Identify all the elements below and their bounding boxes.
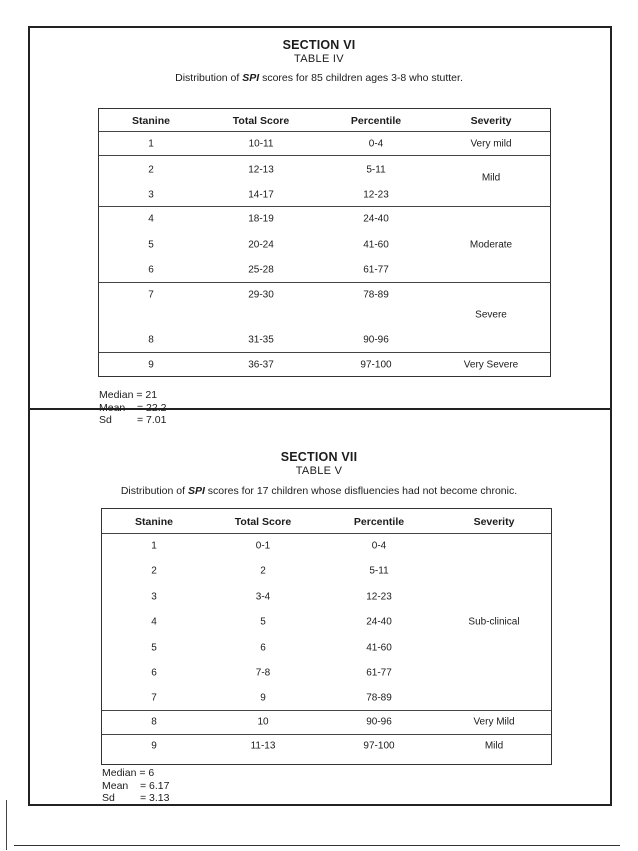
group-rule [99, 155, 550, 156]
median-line: Median = 21 [99, 389, 158, 401]
cell-stanine: 3 [151, 591, 157, 603]
cell-stanine: 2 [151, 565, 157, 577]
severity-label: Mild [481, 172, 501, 184]
cell-percentile: 97-100 [360, 359, 392, 371]
cell-percentile: 78-89 [366, 692, 392, 704]
cell-stanine: 9 [148, 359, 154, 371]
cell-percentile: 12-23 [366, 591, 392, 603]
cell-total-score: 11-13 [250, 740, 276, 752]
cell-percentile: 61-77 [366, 667, 392, 679]
cell-total-score: 36-37 [248, 359, 274, 371]
sd-line: Sd = 3.13 [102, 792, 170, 804]
cell-percentile: 41-60 [363, 239, 389, 251]
header-percentile: Percentile [350, 115, 402, 127]
table-4-title: TABLE IV [294, 53, 344, 65]
cell-stanine: 1 [148, 138, 154, 150]
cell-stanine: 5 [151, 642, 157, 654]
cell-stanine: 1 [151, 540, 157, 552]
cell-stanine: 5 [148, 239, 154, 251]
header-severity: Severity [470, 115, 512, 127]
header-rule [99, 131, 550, 132]
cell-stanine: 2 [148, 164, 154, 176]
cell-stanine: 8 [151, 716, 157, 728]
cell-total-score: 10 [257, 716, 269, 728]
cell-total-score: 0-1 [255, 540, 271, 552]
header-stanine: Stanine [135, 516, 173, 528]
header-stanine: Stanine [132, 115, 170, 127]
header-total-score: Total Score [234, 516, 292, 528]
cell-percentile: 41-60 [366, 642, 392, 654]
cell-total-score: 6 [260, 642, 266, 654]
cell-total-score: 10-11 [248, 138, 274, 150]
cell-stanine: 9 [151, 740, 157, 752]
group-rule [99, 282, 550, 283]
severity-label: Mild [484, 740, 504, 752]
cell-stanine: 6 [151, 667, 157, 679]
cell-percentile: 5-11 [366, 164, 386, 176]
header-percentile: Percentile [353, 516, 405, 528]
table-5-title: TABLE V [295, 465, 343, 477]
cell-total-score: 12-13 [248, 164, 274, 176]
group-rule [102, 734, 551, 735]
cell-stanine: 4 [151, 616, 157, 628]
mean-line: Mean = 22.2 [99, 401, 167, 414]
header-rule [102, 533, 551, 534]
cell-total-score: 25-28 [248, 264, 274, 276]
cell-total-score: 7-8 [255, 667, 271, 679]
cell-total-score: 18-19 [248, 213, 274, 225]
bottom-rule [14, 845, 620, 846]
cell-percentile: 24-40 [366, 616, 392, 628]
cell-percentile: 90-96 [363, 334, 389, 346]
header-total-score: Total Score [232, 115, 290, 127]
table-5-caption: Distribution of SPI scores for 17 children whose disfluencies had not become chronic. [120, 485, 518, 497]
cell-stanine: 7 [151, 692, 157, 704]
cell-percentile: 97-100 [363, 740, 395, 752]
severity-label: Very Mild [473, 716, 515, 728]
cell-total-score: 2 [260, 565, 266, 577]
group-rule [99, 352, 550, 353]
header-severity: Severity [473, 516, 515, 528]
cell-percentile: 61-77 [363, 264, 389, 276]
cell-total-score: 5 [260, 616, 266, 628]
section-6-title: SECTION VI [282, 38, 356, 52]
cell-total-score: 3-4 [255, 591, 271, 603]
table-5 [101, 508, 552, 765]
cell-percentile: 78-89 [363, 289, 389, 301]
cell-total-score: 14-17 [248, 189, 274, 201]
cell-stanine: 6 [148, 264, 154, 276]
severity-label: Sub-clinical [468, 616, 520, 628]
mean-line: Mean = 6.17 [102, 779, 170, 792]
table-4-caption: Distribution of SPI scores for 85 children ages 3-8 who stutter. [175, 72, 463, 84]
cell-percentile: 0-4 [371, 540, 387, 552]
cell-total-score: 20-24 [248, 239, 274, 251]
cell-total-score: 31-35 [248, 334, 274, 346]
cell-stanine: 7 [148, 289, 154, 301]
severity-label: Very Severe [463, 359, 519, 371]
section-7-title: SECTION VII [280, 450, 358, 464]
median-line: Median = 6 [102, 767, 155, 779]
severity-label: Moderate [469, 239, 513, 251]
cell-percentile: 90-96 [366, 716, 392, 728]
cell-percentile: 5-11 [369, 565, 389, 577]
severity-label: Very mild [470, 138, 512, 150]
cell-total-score: 29-30 [248, 289, 274, 301]
cell-stanine: 8 [148, 334, 154, 346]
severity-label: Severe [475, 309, 507, 321]
cell-percentile: 0-4 [368, 138, 384, 150]
sd-line: Sd = 7.01 [99, 414, 167, 426]
cell-stanine: 4 [148, 213, 154, 225]
cell-percentile: 12-23 [363, 189, 389, 201]
group-rule [99, 206, 550, 207]
cell-stanine: 3 [148, 189, 154, 201]
cell-total-score: 9 [260, 692, 266, 704]
group-rule [102, 710, 551, 711]
table-4-stats [99, 389, 167, 427]
cell-percentile: 24-40 [363, 213, 389, 225]
table-4 [98, 108, 551, 377]
table-5-stats [102, 767, 170, 805]
margin-mark [6, 800, 7, 850]
